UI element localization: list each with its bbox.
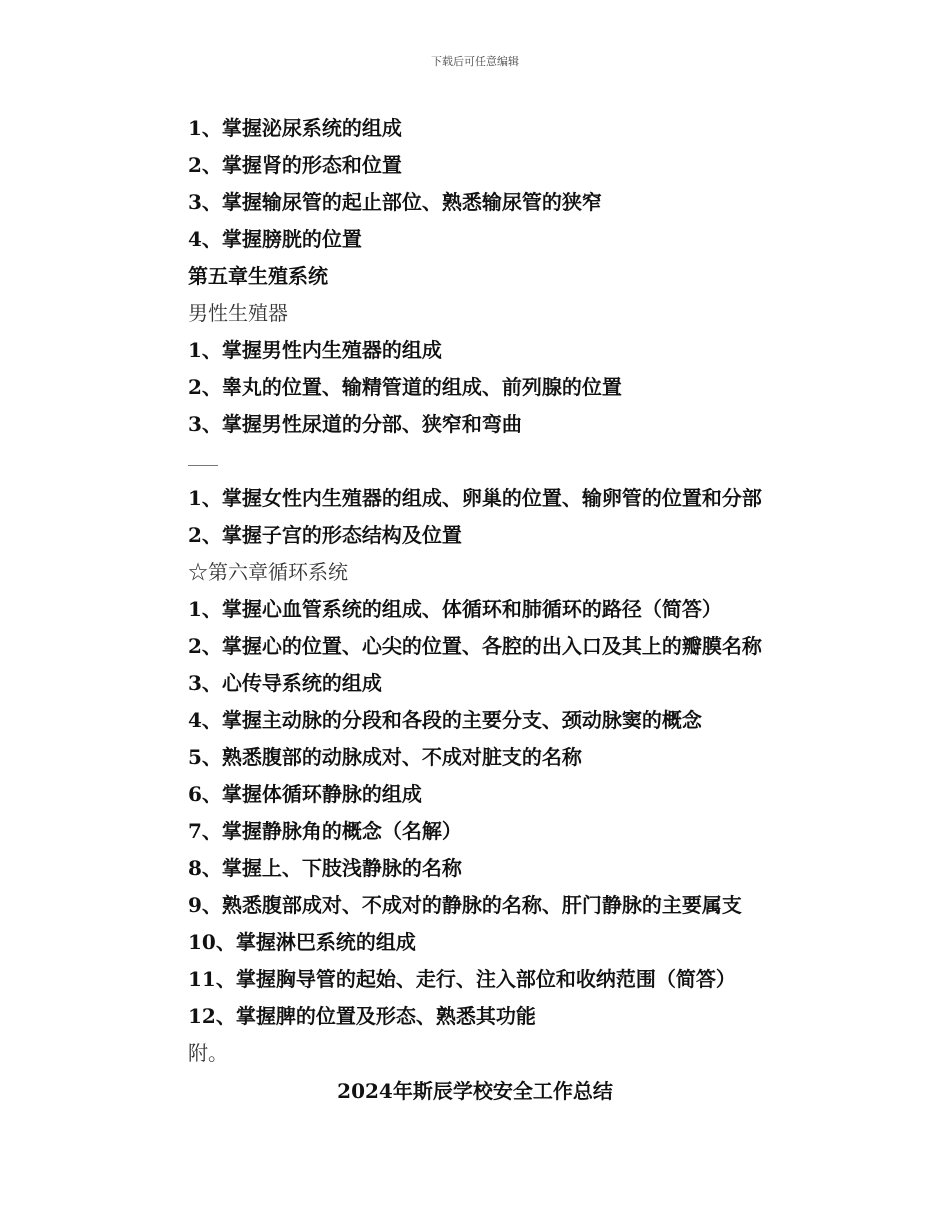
list-item-circulatory-8: 8、掌握上、下肢浅静脉的名称 [188,856,462,880]
list-item-circulatory-1: 1、掌握心血管系统的组成、体循环和肺循环的路径（简答） [188,597,722,621]
section-divider [188,443,888,480]
list-item-male-3: 3、掌握男性尿道的分部、狭窄和弯曲 [188,412,522,436]
list-item-circulatory-10: 10、掌握淋巴系统的组成 [188,930,416,954]
list-item-circulatory-2: 2、掌握心的位置、心尖的位置、各腔的出入口及其上的瓣膜名称 [188,634,762,658]
chapter-heading-circulatory: ☆第六章循环系统 [188,560,348,584]
section-heading-male: 男性生殖器 [188,301,288,325]
list-item-male-2: 2、睾丸的位置、输精管道的组成、前列腺的位置 [188,375,622,399]
list-item-urinary-4: 4、掌握膀胱的位置 [188,227,362,251]
list-item-male-1: 1、掌握男性内生殖器的组成 [188,338,442,362]
next-document-title: 2024年斯辰学校安全工作总结 [337,1079,613,1103]
chapter-heading-reproductive: 第五章生殖系统 [188,264,328,288]
list-item-circulatory-7: 7、掌握静脉角的概念（名解） [188,819,462,843]
list-item-circulatory-6: 6、掌握体循环静脉的组成 [188,782,422,806]
list-item-female-2: 2、掌握子宫的形态结构及位置 [188,523,462,547]
page-header: 下载后可任意编辑 [431,55,519,68]
list-item-circulatory-11: 11、掌握胸导管的起始、走行、注入部位和收纳范围（简答） [188,967,736,991]
list-item-urinary-2: 2、掌握肾的形态和位置 [188,153,402,177]
list-item-circulatory-9: 9、熟悉腹部成对、不成对的静脉的名称、肝门静脉的主要属支 [188,893,742,917]
list-item-circulatory-12: 12、掌握脾的位置及形态、熟悉其功能 [188,1004,536,1028]
appendix-note: 附。 [188,1041,228,1065]
list-item-urinary-3: 3、掌握输尿管的起止部位、熟悉输尿管的狭窄 [188,190,602,214]
list-item-female-1: 1、掌握女性内生殖器的组成、卵巢的位置、输卵管的位置和分部 [188,486,762,510]
document-body [188,110,888,1072]
divider-rule [188,465,218,466]
list-item-circulatory-4: 4、掌握主动脉的分段和各段的主要分支、颈动脉窦的概念 [188,708,702,732]
list-item-circulatory-5: 5、熟悉腹部的动脉成对、不成对脏支的名称 [188,745,582,769]
list-item-urinary-1: 1、掌握泌尿系统的组成 [188,116,402,140]
list-item-circulatory-3: 3、心传导系统的组成 [188,671,382,695]
